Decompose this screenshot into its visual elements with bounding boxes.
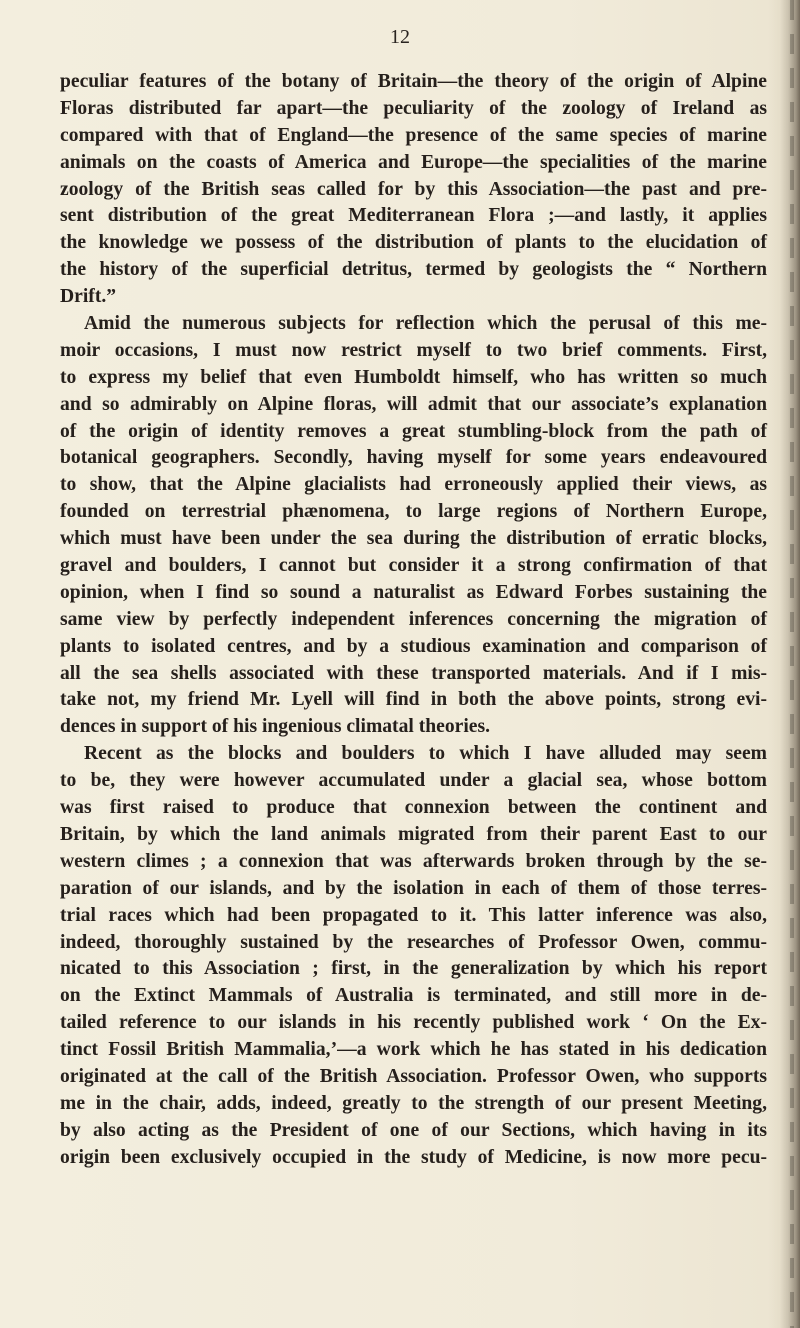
text-line: Recent as the blocks and boulders to which I have alluded may seem	[84, 743, 767, 765]
text-line: indeed, thoroughly sustained by the researches of Professor Owen, commu-	[60, 931, 767, 953]
text-line: which must have been under the sea during the distribution of erratic blocks,	[60, 528, 767, 550]
text-line: dences in support of his ingenious climatal theories.	[60, 716, 491, 738]
text-line: all the sea shells associated with these transported materials. And if I mis-	[60, 662, 767, 684]
text-line: origin been exclusively occupied in the study of Medicine, is now more pecu-	[60, 1146, 767, 1168]
text-line: take not, my friend Mr. Lyell will find in both the above points, strong evi-	[60, 689, 767, 711]
text-line: plants to isolated centres, and by a studious examination and comparison of	[60, 635, 767, 657]
text-line: paration of our islands, and by the isolation in each of them of those terres-	[60, 877, 767, 899]
text-line: Floras distributed far apart—the peculiarity of the zoology of Ireland as	[60, 97, 767, 119]
text-line: same view by perfectly independent inferences concerning the migration of	[60, 608, 767, 630]
text-line: Drift.”	[60, 286, 117, 308]
text-line: to be, they were however accumulated under a glacial sea, whose bottom	[60, 770, 767, 792]
text-line: founded on terrestrial phænomena, to large regions of Northern Europe,	[60, 501, 767, 523]
binding-edge	[790, 0, 794, 1328]
text-line: tailed reference to our islands in his recently published work ‘ On the Ex-	[60, 1012, 767, 1034]
text-line: botanical geographers. Secondly, having myself for some years endeavoured	[60, 447, 767, 469]
text-line: opinion, when I find so sound a naturalist as Edward Forbes sustaining the	[60, 581, 767, 603]
text-line: animals on the coasts of America and Europe—the specialities of the marine	[60, 151, 767, 173]
text-line: sent distribution of the great Mediterranean Flora ;—and lastly, it applies	[60, 205, 767, 227]
text-line: Britain, by which the land animals migrated from their parent East to our	[60, 823, 767, 845]
text-line: trial races which had been propagated to it. This latter inference was also,	[60, 904, 767, 926]
text-line: me in the chair, adds, indeed, greatly to the strength of our present Meeting,	[60, 1092, 767, 1114]
text-line: and so admirably on Alpine floras, will admit that our associate’s explanation	[60, 393, 767, 415]
text-line: peculiar features of the botany of Britain—the theory of the origin of Alpine	[60, 71, 767, 92]
text-line: nicated to this Association ; first, in the generalization by which his report	[60, 958, 767, 980]
text-line: by also acting as the President of one of our Sections, which having in its	[60, 1119, 767, 1141]
text-line: Amid the numerous subjects for reflection which the perusal of this me-	[84, 313, 767, 335]
text-line: tinct Fossil British Mammalia,’—a work which he has stated in his dedication	[60, 1039, 767, 1061]
text-line: moir occasions, I must now restrict myself to two brief comments. First,	[60, 339, 767, 361]
text-line: gravel and boulders, I cannot but consider it a strong confirmation of that	[60, 555, 767, 577]
text-line: compared with that of England—the presence of the same species of marine	[60, 124, 767, 146]
text-line: originated at the call of the British Association. Professor Owen, who supports	[60, 1065, 767, 1087]
text-line: the history of the superficial detritus, termed by geologists the “ Northern	[60, 259, 767, 281]
text-line: the knowledge we possess of the distribution of plants to the elucidation of	[60, 232, 767, 254]
body-text	[60, 69, 767, 1172]
page-number: 12	[390, 26, 410, 48]
text-line: on the Extinct Mammals of Australia is terminated, and still more in de-	[60, 985, 767, 1007]
text-line: western climes ; a connexion that was afterwards broken through by the se-	[60, 850, 767, 872]
text-line: to show, that the Alpine glacialists had erroneously applied their views, as	[60, 474, 767, 496]
text-line: to express my belief that even Humboldt himself, who has written so much	[60, 366, 767, 388]
text-line: was first raised to produce that connexion between the continent and	[60, 797, 767, 819]
text-line: zoology of the British seas called for by this Association—the past and pre-	[60, 178, 767, 200]
text-line: of the origin of identity removes a great stumbling-block from the path of	[60, 420, 767, 442]
